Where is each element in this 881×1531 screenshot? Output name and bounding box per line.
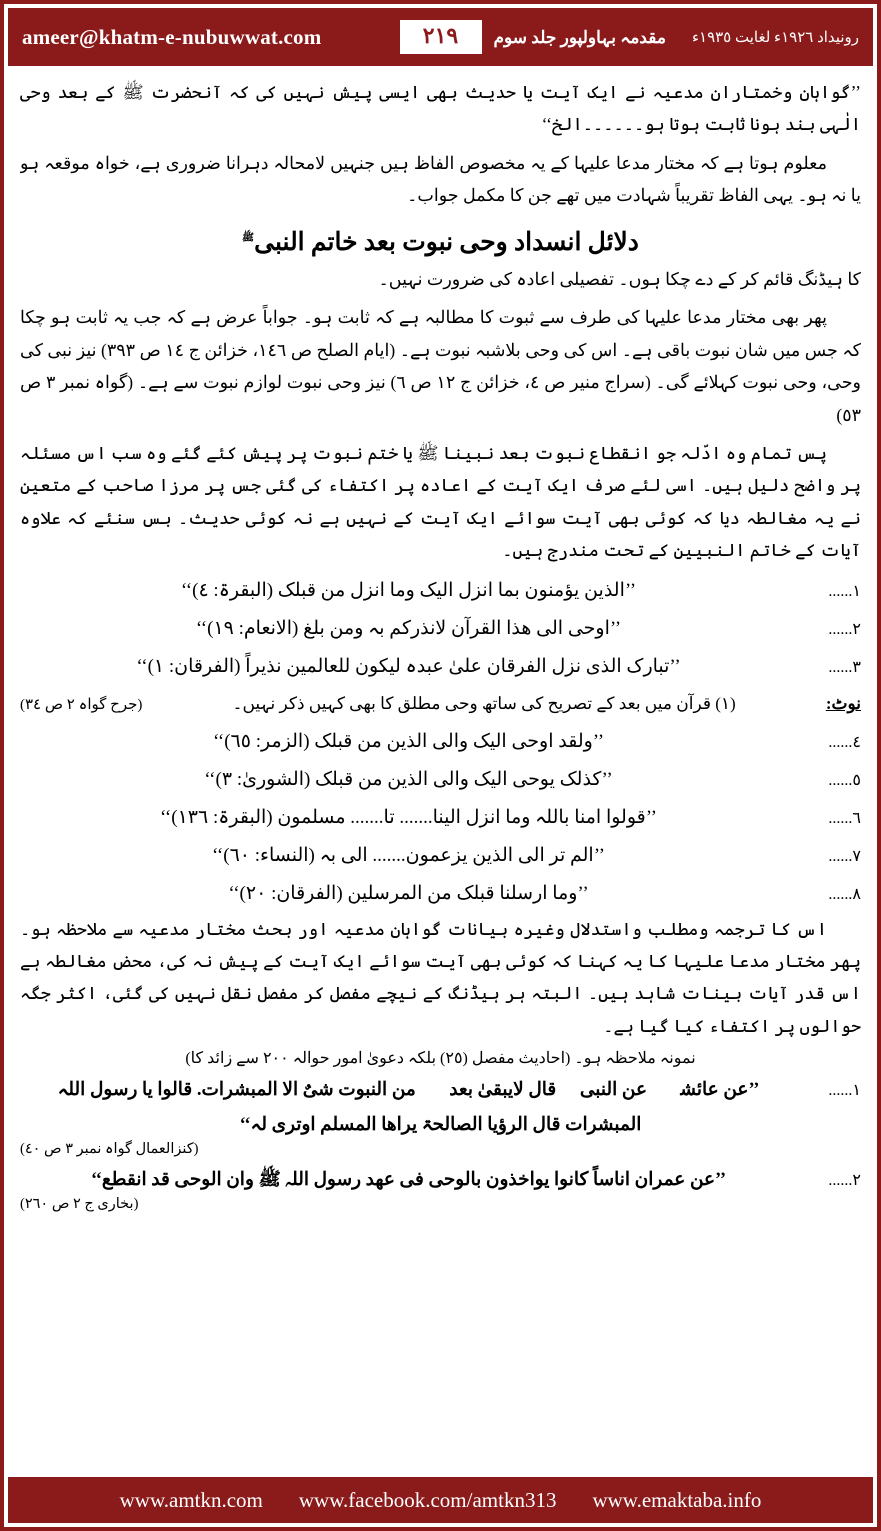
page-footer	[8, 1477, 873, 1523]
list-item	[20, 723, 861, 761]
footer-link-facebook[interactable]: www.facebook.com/amtkn313	[298, 1487, 557, 1512]
paragraph-7: نمونہ ملاحظہ ہو۔ (احادیث مفصل (٢٥) بلکہ دعویٰ امور حوالہ ٢٠٠ سے زائد کا)	[185, 1050, 696, 1068]
item-number: ٦......	[828, 809, 861, 827]
paragraph-3: کا ہیڈنگ قائم کر کے دے چکا ہوں۔ تفصیلی اعادہ کی ضرورت نہیں۔	[378, 269, 861, 289]
item-text: ’’عن عائشۃؓ عن النبی ﷺ قال لایبقیٰ بعدہٗ من النبوت شیٌ الا المبشرات. قالوا یا رسول اللہ	[57, 1080, 760, 1101]
hadith-continuation: المبشرات قال الرؤیا الصالحۃ یراھا المسلم اوتری لہ‘‘	[239, 1115, 642, 1136]
note-text: (١) قرآن میں بعد کے تصریح کی ساتھ وحی مطلق کا بھی کہیں ذکر نہیں۔	[232, 694, 736, 714]
item-number: ٢......	[828, 621, 861, 639]
page-content	[20, 76, 861, 1469]
ayat-list-2	[20, 723, 861, 913]
item-text: ’’اوحی الی ھذا القرآن لانذرکم بہ ومن بلغ (الانعام: ١٩)‘‘	[195, 618, 622, 640]
item-number: ١......	[828, 1082, 861, 1100]
note-label: نوٹ:	[825, 694, 861, 714]
page-header	[8, 8, 873, 66]
item-text: ’’الذین یؤمنون بما انزل الیک وما انزل من قبلک (البقرۃ: ٤)‘‘	[180, 580, 637, 602]
header-right	[494, 27, 860, 48]
item-text: ’’وما ارسلنا قبلک من المرسلین (الفرقان: ٢٠)‘‘	[228, 882, 589, 904]
list-item	[20, 1162, 861, 1198]
section-heading-text: دلائل انسداد وحی نبوت بعد خاتم النبی	[254, 228, 639, 256]
list-item	[20, 610, 861, 648]
item-text: ’’ولقد اوحی الیک والی الذین من قبلک (الزمر: ٦٥)‘‘	[212, 730, 605, 752]
item-number: ٥......	[828, 771, 861, 789]
paragraph-4: پھر بھی مختار مدعا علیہا کی طرف سے ثبوت کا مطالبہ ہے کہ ثابت ہو۔ جواباً عرض ہے کہ جب یہ ثابت ہو چکا کہ جس میں شان نبوت باقی ہے۔ اس کی وحی بلاشبہ نبوت ہے۔ (ایام الصلح ص ١٤٦، خزائن ج ١٤ ص ٣٩٣) نیز نبی کی وحی، وحی نبوت کہلائے گی۔ (سراج منیر ص ٤، خزائن ج ١٢ ص ٦) نیز وحی نبوت لوازم نبوت سے ہے۔ (گواہ نمبر ٣ ص ٥٣)	[20, 307, 861, 425]
note-row	[20, 688, 861, 720]
page-number-container	[398, 8, 484, 66]
paragraph-2: معلوم ہوتا ہے کہ مختار مدعا علیہا کے یہ مخصوص الفاظ ہیں جنہیں لامحالہ دہرانا ضروری ہے، خواہ موقعہ ہو یا نہ ہو۔ یہی الفاظ تقریباً شہادت میں تھے جن کا مکمل جواب۔	[20, 152, 861, 206]
item-number: ٤......	[828, 733, 861, 751]
list-item	[20, 837, 861, 875]
page-number: ٢١٩	[398, 18, 484, 56]
hadith-list-2	[20, 1162, 861, 1198]
item-text: ’’عن عمران اناساً کانوا یواخذون بالوحی فی عھد رسول اللہ ﷺ وان الوحی قد انقطع‘‘	[90, 1170, 727, 1191]
hadith-reference: (کنزالعمال گواہ نمبر ٣ ص ٤٠)	[20, 1141, 199, 1158]
item-text: ’’تبارک الذی نزل الفرقان علیٰ عبدہ لیکون للعالمین نذیراً (الفرقان: ١)‘‘	[136, 656, 681, 678]
list-item	[20, 799, 861, 837]
header-book-title: مقدمہ بہاولپور جلد سوم	[493, 27, 666, 47]
honorific-icon: ﷺ	[242, 232, 255, 244]
footer-link-amtkn[interactable]: www.amtkn.com	[119, 1487, 263, 1512]
note-reference: (جرح گواہ ٢ ص ٣٤)	[20, 697, 143, 714]
paragraph-5: پس تمام وہ ادّلہ جو انقطاع نبوت بعد نبینا ﷺ یا ختم نبوت پر پیش کئے گئے وہ سب اس مسئلہ پر واضح دلیل ہیں۔ اسی لئے صرف ایک آیت کے اعادہ پر اکتفاء کی گئی جس پر مرزا صاحب کے متعین نے یہ مغالطہ دیا کہ کوئی بھی آیت سوائے ایک آیت کے نہیں ہے نہ کوئی حدیث۔ بس سنئے کہ علاوہ آیات کے خاتم النبیین کے تحت مندرج ہیں۔	[20, 442, 861, 560]
list-item	[20, 1072, 861, 1108]
ayat-list-1	[20, 572, 861, 686]
item-number: ٨......	[828, 885, 861, 903]
hadith-list	[20, 1072, 861, 1108]
paragraph-quote-1: ’’گواہان وخمتاران مدعیہ نے ایک آیت یا حدیث بھی ایسی پیش نہیں کی کہ آنحضرت ﷺ کے بعد وحی الٰہی بند ہونا ثابت ہوتا ہو۔۔۔۔۔۔الخ‘‘	[20, 82, 861, 135]
list-item	[20, 572, 861, 610]
list-item	[20, 761, 861, 799]
item-number: ٧......	[828, 847, 861, 865]
footer-link-emaktaba[interactable]: www.emaktaba.info	[592, 1487, 762, 1512]
hadith-reference-2: (بخاری ج ٢ ص ٢٦٠)	[20, 1196, 139, 1213]
item-text: ’’قولوا امنا باللہ وما انزل الینا....... تا....... مسلمون (البقرۃ: ١٣٦)‘‘	[160, 806, 657, 828]
item-number: ٢......	[828, 1172, 861, 1190]
item-text: ’’کذلک یوحی الیک والی الذین من قبلک (الشوریٰ: ٣)‘‘	[204, 768, 613, 790]
item-number: ١......	[828, 583, 861, 601]
section-heading	[20, 224, 861, 262]
item-number: ٣......	[828, 659, 861, 677]
list-item	[20, 875, 861, 913]
header-email: ameer@khatm-e-nubuwwat.com	[22, 24, 322, 49]
paragraph-6: اس کا ترجمہ ومطلب واستدلال وغیرہ بیانات گواہان مدعیہ اور بحث مختار مدعیہ سے ملاحظہ ہو۔ پھر مختار مدعا علیہا کا یہ کہنا کہ کوئی بھی آیت سوائے ایک آیت کے پیش نہ کی، محض مغالطہ ہے اس قدر آیات بینات شاہد ہیں۔ البتہ ہر ہیڈنگ کے نیچے مفصل کر مفصل نقل نہیں کی گئی، اکثر جگہ حوالوں پر اکتفاء کیا گیا ہے۔	[20, 918, 861, 1036]
header-date-range: رونیداد ١٩٢٦ء لغایت ١٩٣٥ء	[691, 29, 859, 46]
list-item	[20, 648, 861, 686]
item-text: ’’الم تر الی الذین یزعمون....... الی بہ (النساء: ٦٠)‘‘	[212, 844, 605, 866]
